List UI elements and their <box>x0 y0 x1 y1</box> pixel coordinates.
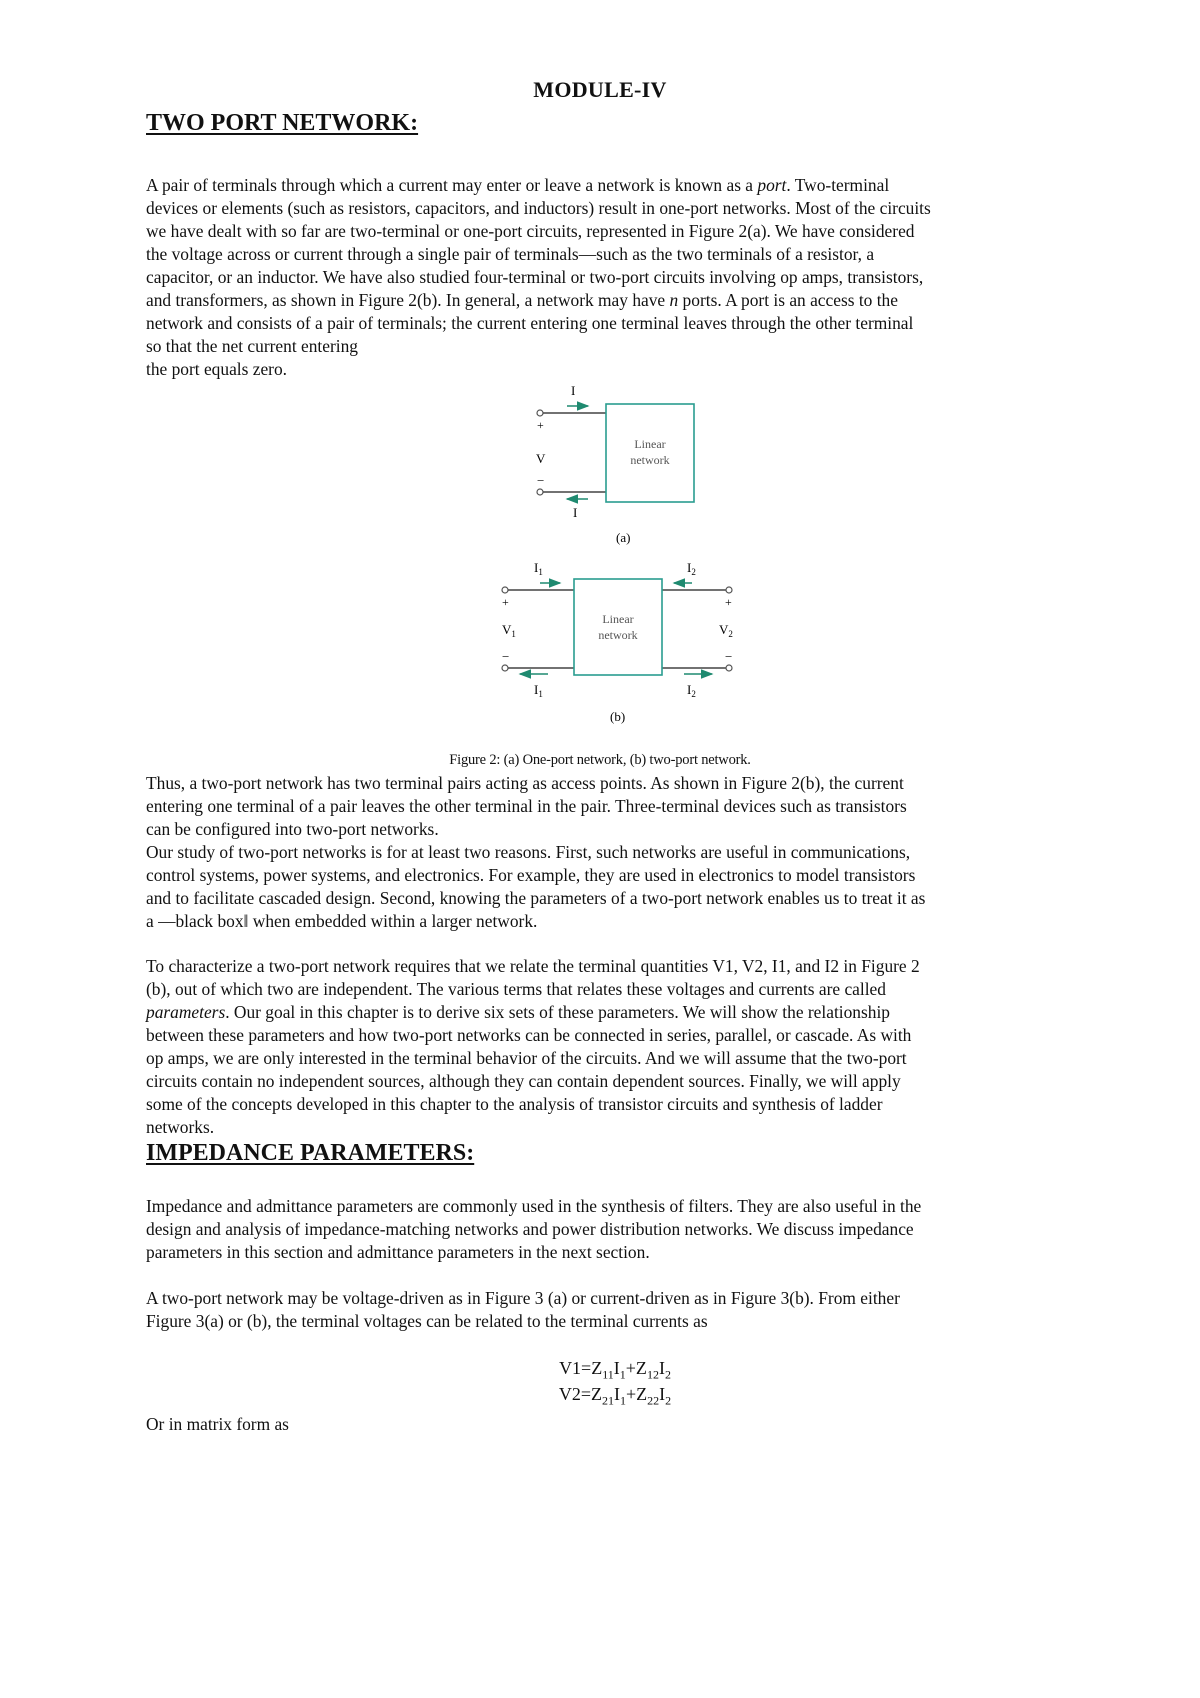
section-heading-impedance: IMPEDANCE PARAMETERS: <box>146 1140 475 1166</box>
paragraph-line: parameters in this section and admittance parameters in the next section. <box>146 1242 650 1262</box>
paragraph-line: op amps, we are only interested in the terminal behavior of the circuits. And we will assume that the two-port <box>146 1048 907 1068</box>
paragraph-line: capacitor, or an inductor. We have also studied four-terminal or two-port circuits involving op amps, transistors, <box>146 267 924 287</box>
paragraph-line: we have dealt with so far are two-terminal or one-port circuits, represented in Figure 2(a). We have considered <box>146 221 915 241</box>
module-title: MODULE-IV <box>533 77 667 102</box>
current-label-i2-top: $I_2$ <box>687 560 696 577</box>
paragraph-line: and transformers, as shown in Figure 2(b). In general, a network may have n ports. A port is an access to the <box>146 290 898 310</box>
box-label-line2: network <box>598 628 638 642</box>
paragraph-line: (b), out of which two are independent. The various terms that relates these voltages and currents are called <box>146 979 886 999</box>
section-heading-two-port: TWO PORT NETWORK: <box>146 110 419 136</box>
paragraph-line: A pair of terminals through which a current may enter or leave a network is known as a port. Two-terminal <box>146 175 890 195</box>
plus-sign: + <box>537 418 544 432</box>
paragraph-line: Thus, a two-port network has two terminal pairs acting as access points. As shown in Figure 2(b), the current <box>146 773 904 793</box>
voltage-label-v1: $V_1$ <box>502 622 516 639</box>
paragraph-line: a ―black box‖ when embedded within a larger network. <box>146 911 538 931</box>
paragraph-line: Our study of two-port networks is for at least two reasons. First, such networks are useful in communications, <box>146 842 911 862</box>
equation-v1: $V1=Z_{11}I_1+Z_{12}I_2$ <box>559 1358 671 1382</box>
voltage-label: V <box>536 451 546 466</box>
paragraph-reasons <box>146 841 1064 933</box>
paragraph-line: devices or elements (such as resistors, capacitors, and inductors) result in one-port networks. Most of the circuits <box>146 198 931 218</box>
paragraph-line: the port equals zero. <box>146 359 288 379</box>
figure-b-label: (b) <box>610 709 626 724</box>
box-label-line1: Linear <box>602 612 634 626</box>
paragraph-line: network and consists of a pair of terminals; the current entering one terminal leaves through the other terminal <box>146 313 914 333</box>
paragraph-line: entering one terminal of a pair leaves the other terminal in the pair. Three-terminal devices such as transistors <box>146 796 907 816</box>
figure-caption: Figure 2: (a) One-port network, (b) two-port network. <box>449 752 751 768</box>
paragraph-line: Impedance and admittance parameters are commonly used in the synthesis of filters. They are also useful in the <box>146 1196 922 1216</box>
current-label-i1-top: $I_1$ <box>534 560 543 577</box>
figure-a-label: (a) <box>616 530 631 545</box>
voltage-label-v2: $V_2$ <box>719 622 733 639</box>
paragraph-line: so that the net current entering <box>146 336 358 356</box>
paragraph-line: Figure 3(a) or (b), the terminal voltages can be related to the terminal currents as <box>146 1311 708 1331</box>
linear-network-box <box>574 579 662 675</box>
paragraph-voltage-driven <box>146 1287 1064 1333</box>
paragraph-line: parameters. Our goal in this chapter is to derive six sets of these parameters. We will show the relationship <box>146 1002 890 1022</box>
current-label-i2-bottom: $I_2$ <box>687 682 696 699</box>
plus-sign-port2: + <box>725 595 732 609</box>
current-label-i1-bottom: $I_1$ <box>534 682 543 699</box>
paragraph-impedance-intro <box>146 1195 1064 1264</box>
equation-v2: $V2=Z_{21}I_1+Z_{22}I_2$ <box>558 1384 672 1408</box>
paragraph-line: some of the concepts developed in this chapter to the analysis of transistor circuits and synthesis of ladder <box>146 1094 883 1114</box>
figure-two-port-network <box>492 555 752 735</box>
paragraph-line: To characterize a two-port network requires that we relate the terminal quantities V1, V2, I1, and I2 in Figure 2 <box>146 956 920 976</box>
paragraph-line: design and analysis of impedance-matching networks and power distribution networks. We discuss impedance <box>146 1219 914 1239</box>
terminal-bottom <box>537 489 606 495</box>
minus-sign-port1: − <box>502 649 510 664</box>
paragraph-line: between these parameters and how two-port networks can be connected in series, parallel, or cascade. As with <box>146 1025 912 1045</box>
intro-paragraph <box>146 174 1066 381</box>
paragraph-line: and to facilitate cascaded design. Second, knowing the parameters of a two-port network enables us to treat it as <box>146 888 926 908</box>
figure-one-port-network <box>520 380 720 550</box>
box-label-line1: Linear <box>634 437 666 451</box>
plus-sign-port1: + <box>502 595 509 609</box>
minus-sign-port2: − <box>725 649 733 664</box>
paragraph-line: A two-port network may be voltage-driven as in Figure 3 (a) or current-driven as in Figure 3(b). From either <box>146 1288 900 1308</box>
terminal-top <box>537 410 606 416</box>
paragraph-line: can be configured into two-port networks. <box>146 819 439 839</box>
paragraph-line: circuits contain no independent sources, although they can contain dependent sources. Finally, we will apply <box>146 1071 901 1091</box>
minus-sign: − <box>537 473 545 488</box>
current-label-bottom: I <box>573 505 578 520</box>
paragraph-line: networks. <box>146 1117 215 1137</box>
current-label-top: I <box>571 383 576 398</box>
matrix-intro-text: Or in matrix form as <box>146 1414 289 1434</box>
paragraph-line: the voltage across or current through a single pair of terminals—such as the two terminals of a resistor, a <box>146 244 875 264</box>
box-label-line2: network <box>630 453 670 467</box>
paragraph-characterize <box>146 955 1064 1139</box>
paragraph-line: control systems, power systems, and electronics. For example, they are used in electronics to model transistors <box>146 865 916 885</box>
paragraph-two-port-intro <box>146 772 1064 841</box>
